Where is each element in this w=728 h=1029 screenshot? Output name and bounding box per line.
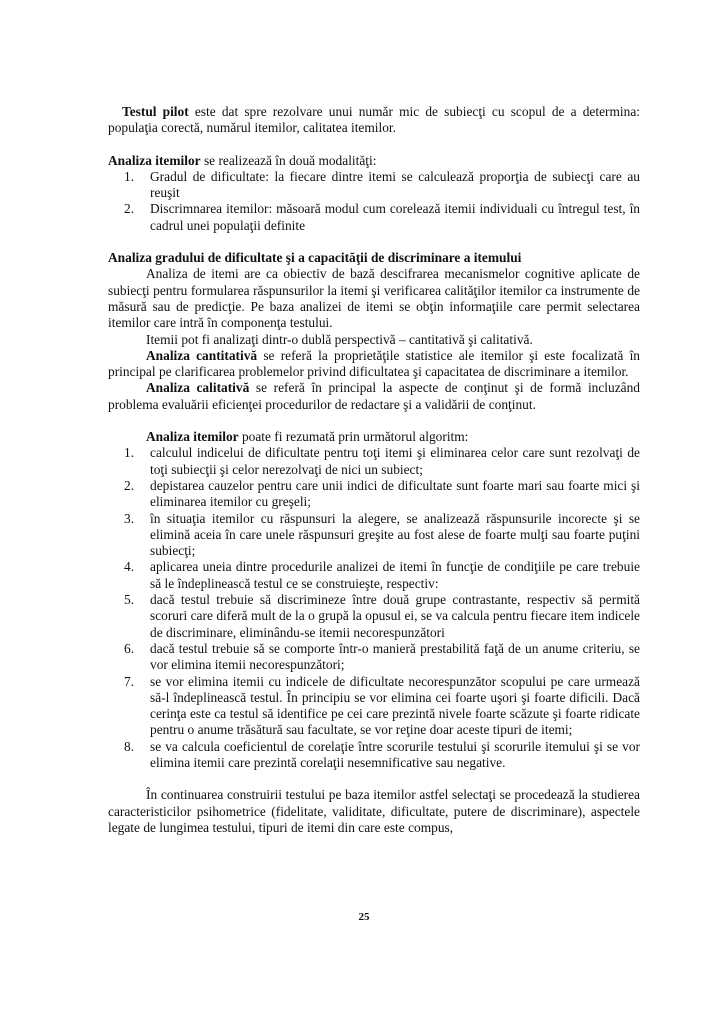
quantitative-analysis-term: Analiza cantitativă [146,347,258,363]
list-number: 7. [124,673,135,689]
list-item-text: se vor elimina itemii cu indicele de dificultate necorespunzător scopului pe care urmează să-l îndeplinească testul. În principiu se vor elimina cei foarte uşori şi foarte dificili. Dacă cerinţa este ca testul să identifice pe cei care prezintă nivele foarte scăzute şi foarte ridicate pentru o anume trăsătură sau facultate, se vor reţine doar aceste tipuri de itemi; [150,673,640,738]
list-item-text: Gradul de dificultate: la fiecare dintre itemi se calculează proporţia de subiecţi care au reuşit [150,168,640,201]
pilot-test-term: Testul pilot [122,104,189,119]
list-item [108,739,640,772]
algorithm-list [108,445,640,771]
section-heading-text: Analiza gradului de dificultate şi a capacităţii de discriminare a itemului [108,250,522,266]
algorithm-intro-text: poate fi rezumată prin următorul algoritm: [238,429,469,445]
list-item [108,674,640,739]
item-analysis-term: Analiza itemilor [108,152,201,168]
quantitative-analysis-paragraph [108,348,640,381]
quantitative-analysis-text: se referă la proprietăţile statistice ale itemilor şi este focalizată în principal pe clarificarea problemelor privind dificultatea şi capacitatea de discriminare a itemilor. [108,347,641,380]
list-number: 2. [124,477,135,493]
section-heading [108,250,640,266]
list-item-text: Discrimnarea itemilor: măsoară modul cum corelează itemii individuali cu întregul test, în cadrul unei populaţii definite [150,201,640,233]
list-number: 1. [124,445,135,461]
list-number: 2. [124,201,135,217]
list-item [108,478,640,511]
item-analysis-intro-text: se realizează în două modalităţi: [200,152,377,168]
analysis-paragraph-2: Itemii pot fi analizaţi dintr-o dublă perspectivă – cantitativă şi calitativă. [146,331,533,347]
list-item [108,445,640,478]
list-item [108,592,640,641]
list-item-text: se va calcula coeficientul de corelaţie între scorurile testului şi scorurile itemului şi se vor elimina itemii care prezintă corelaţii nesemnificative sau negative. [150,738,640,770]
document-page [108,104,640,836]
continuation-paragraph: În continuarea construirii testului pe baza itemilor astfel selectaţi se procedează la studierea caracteristicilor psihometrice (fidelitate, validitate, dificultate, putere de discriminare), aspectele legate de lungimea testului, tipuri de itemi din care este compus, [108,787,640,835]
list-number: 8. [124,738,135,754]
list-item [108,201,640,234]
list-item-text: aplicarea uneia dintre procedurile analizei de itemi în funcţie de condiţiile pe care trebuie să le îndeplinească testul ce se construieşte, respectiv: [150,559,640,591]
list-item-text: dacă testul trebuie să discrimineze între două grupe contrastante, respectiv să permită scoruri care diferă mult de la o grupă la opusul ei, se va calcula pentru fiecare item indicele de discriminare, eliminându-se itemii necorespunzători [150,592,640,640]
list-item-text: calculul indicelui de dificultate pentru toţi itemi şi eliminarea celor care sunt rezolvaţi de toţi subiecţii şi celor nerezolvaţi de nici un subiect; [150,445,640,477]
list-item-text: în situaţia itemilor cu răspunsuri la alegere, se analizează răspunsurile incorecte şi se elimină aceia în care unele răspunsuri greşite au fost alese de foarte mulţi sau foarte puţini subiecţi; [150,510,640,559]
list-number: 6. [124,640,135,656]
list-item [108,511,640,560]
pilot-test-paragraph [108,104,640,137]
list-number: 5. [124,592,135,608]
list-item [108,559,640,592]
list-item [108,169,640,202]
algorithm-intro [108,429,640,445]
pilot-test-text: este dat spre rezolvare unui număr mic de subiecţi cu scopul de a determina: populaţia corectă, numărul itemilor, calitatea itemilor. [108,104,640,136]
list-item-text: depistarea cauzelor pentru care unii indici de dificultate sunt foarte mari sau foarte mici şi eliminarea itemilor cu greşeli; [150,477,640,510]
qualitative-analysis-paragraph [108,380,640,413]
qualitative-analysis-term: Analiza calitativă [146,380,250,396]
list-number: 4. [124,559,135,575]
list-item [108,641,640,674]
qualitative-analysis-text: se referă în principal la aspecte de conţinut şi de formă incluzând problema evaluării eficienţei procedurilor de redactare şi a validării de conţinut. [108,380,640,412]
list-item-text: dacă testul trebuie să se comporte într-o manieră prestabilită faţă de un anume criteriu, se vor elimina itemii necorespunzători; [150,640,640,673]
item-analysis-list [108,169,640,234]
analysis-paragraph-1: Analiza de itemi are ca obiectiv de bază descifrarea mecanismelor cognitive aplicate de subiecţi pentru formularea răspunsurilor la itemi şi verificarea calităţilor itemilor ca instrumente de măsură sau de predicţie. Pe baza analizei de itemi se obţin informaţiile care permit selectarea itemilor care intră în componenţa testului. [108,266,640,331]
page-number: 25 [358,911,370,923]
list-number: 3. [124,510,135,526]
list-number: 1. [124,168,135,184]
item-analysis-intro [108,153,640,169]
algorithm-term: Analiza itemilor [146,429,239,445]
